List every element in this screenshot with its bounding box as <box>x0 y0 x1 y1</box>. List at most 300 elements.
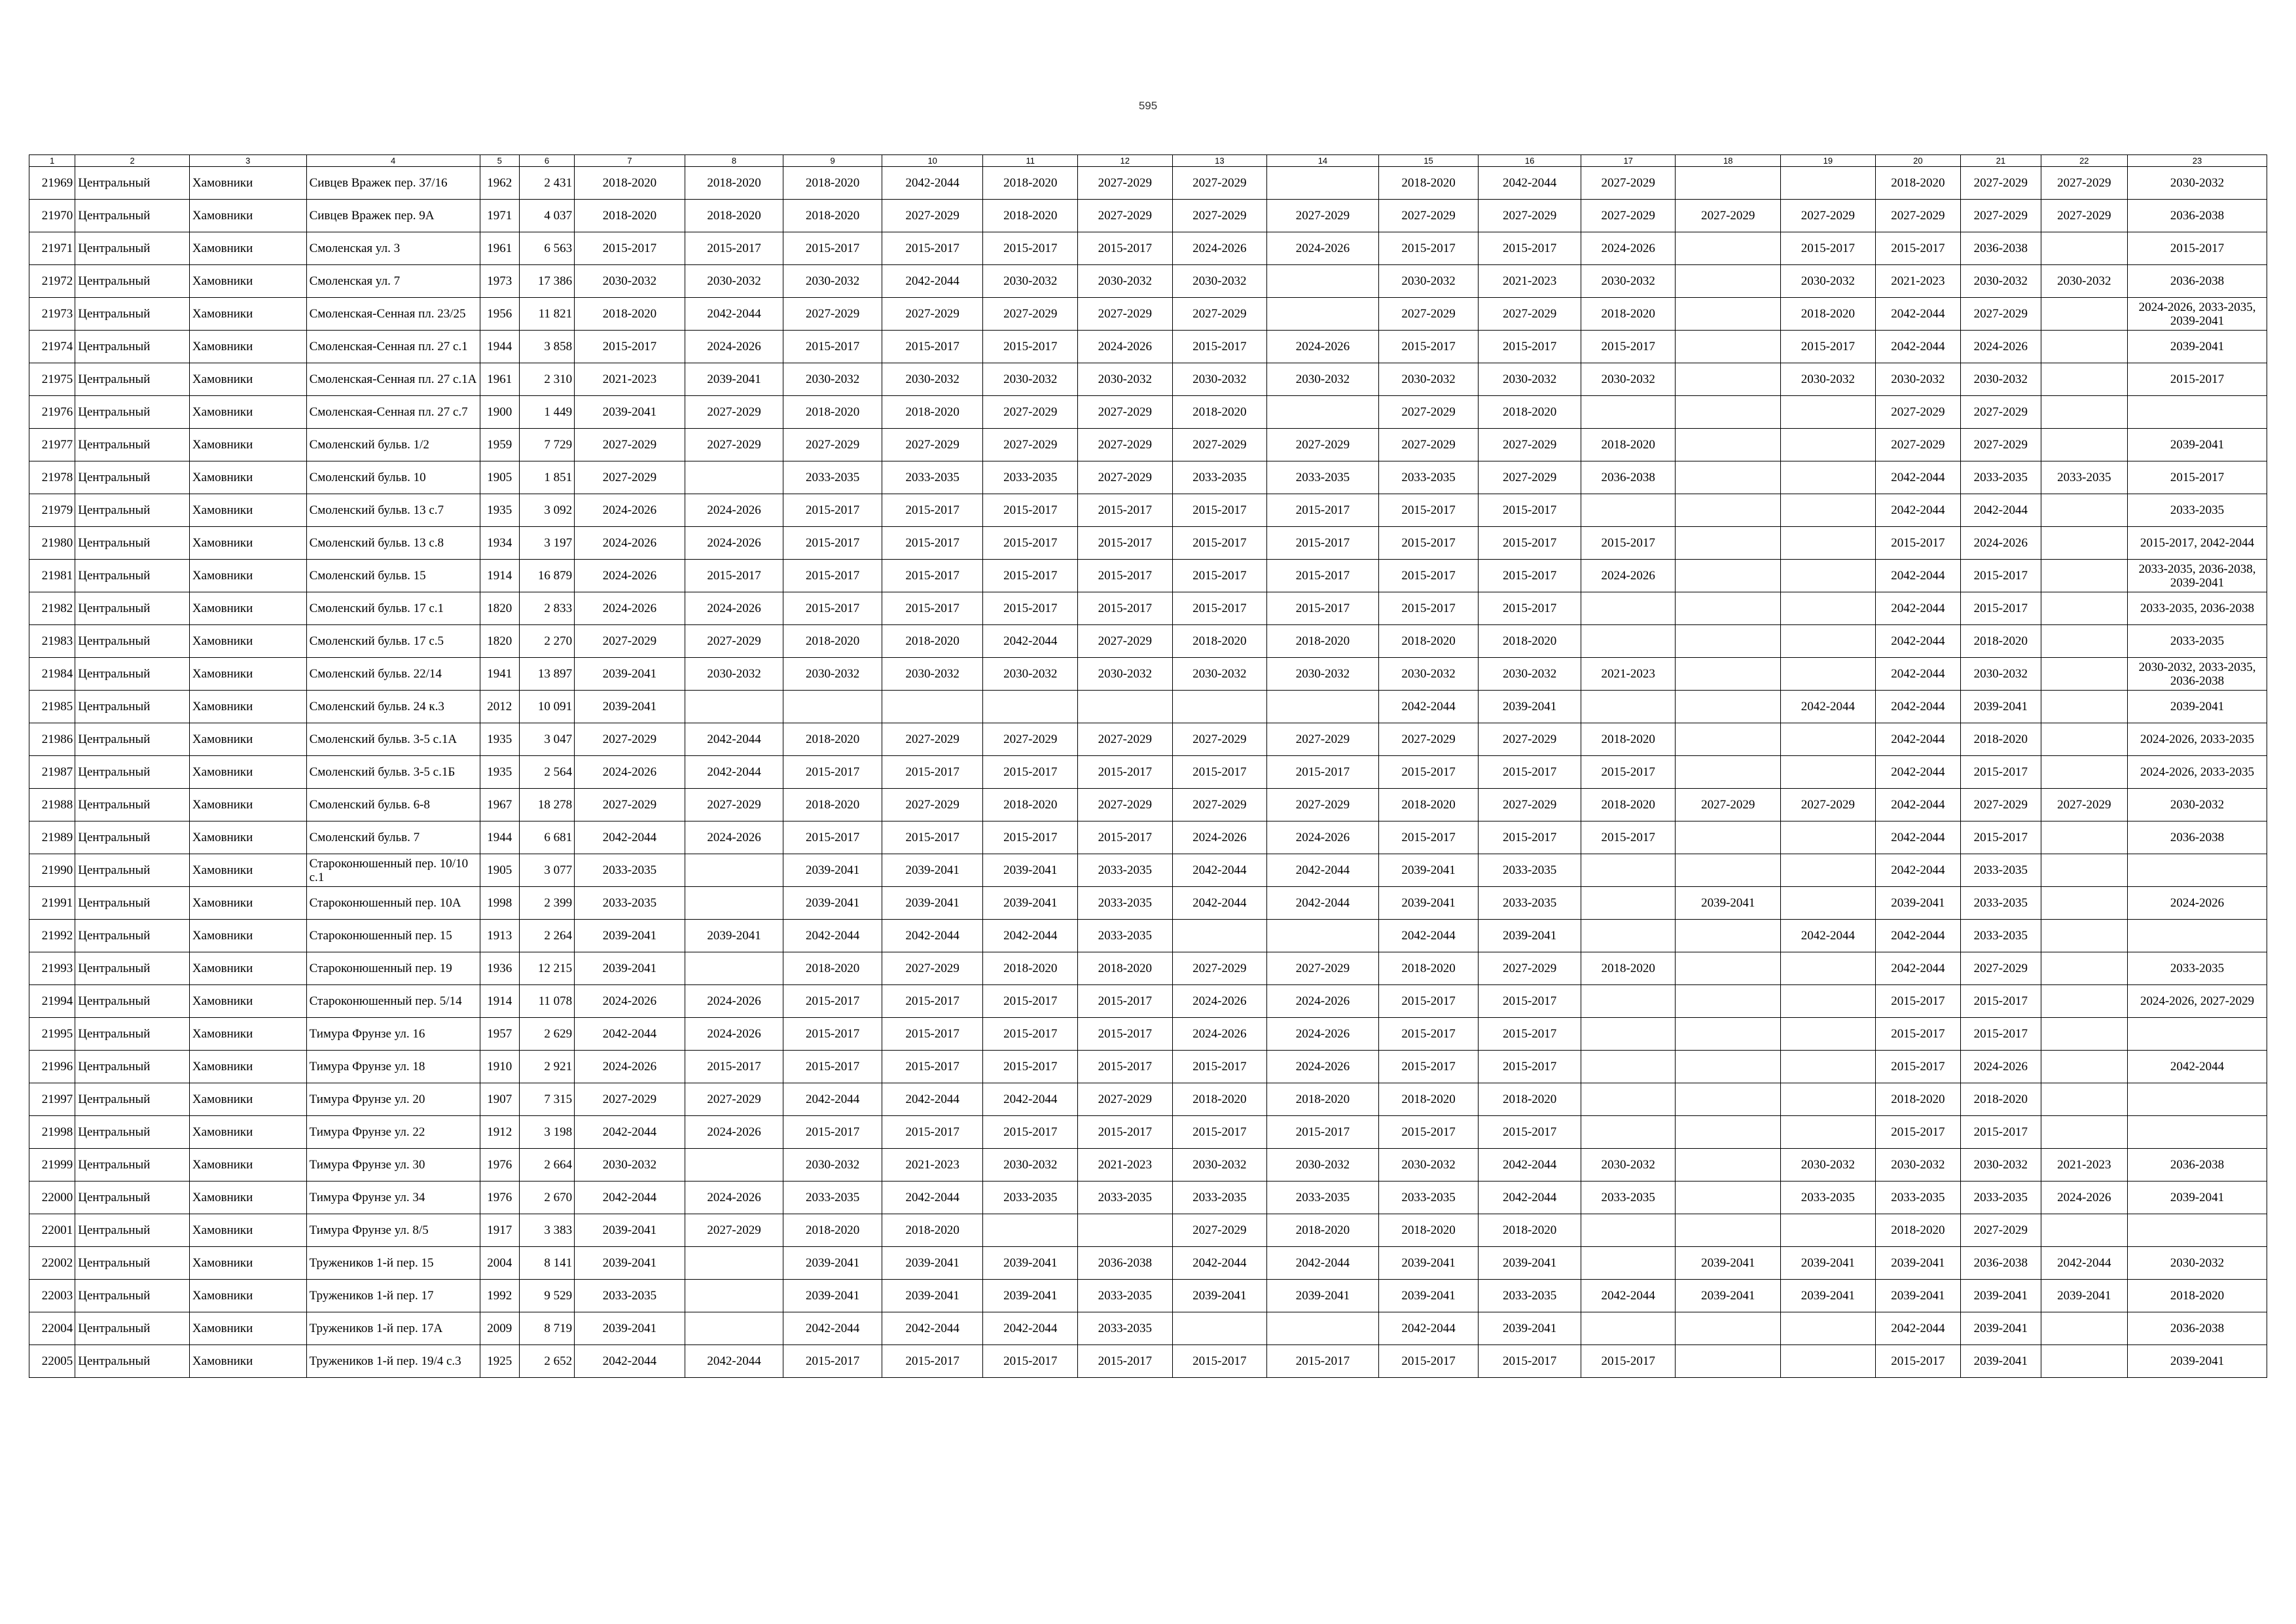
table-cell: 2033-2035 <box>2041 461 2128 494</box>
table-cell: 2027-2029 <box>1172 723 1267 756</box>
table-cell: 2042-2044 <box>1875 920 1960 952</box>
column-number-header: 23 <box>2128 155 2267 167</box>
table-cell: 2033-2035 <box>1781 1182 1876 1214</box>
table-cell: Староконюшенный пер. 15 <box>306 920 480 952</box>
table-cell <box>2128 920 2267 952</box>
table-cell: 2027-2029 <box>1479 200 1581 232</box>
table-cell: Центральный <box>75 658 190 691</box>
table-cell <box>685 691 783 723</box>
table-cell: 2015-2017 <box>783 985 882 1018</box>
table-cell: 2015-2017 <box>1078 560 1173 592</box>
table-cell: 2018-2020 <box>1267 1083 1379 1116</box>
table-row <box>29 1149 2267 1182</box>
table-cell: 2015-2017 <box>575 232 685 265</box>
table-cell: 2015-2017 <box>783 1116 882 1149</box>
table-cell: 2033-2035 <box>1961 854 2041 887</box>
table-cell <box>2041 592 2128 625</box>
table-cell: 2033-2035 <box>1172 461 1267 494</box>
table-cell <box>1676 1182 1781 1214</box>
table-cell: 2030-2032 <box>983 1149 1078 1182</box>
table-cell: Центральный <box>75 756 190 789</box>
table-cell: Смоленская-Сенная пл. 27 с.7 <box>306 396 480 429</box>
table-cell: 2030-2032 <box>1378 1149 1479 1182</box>
table-cell: Центральный <box>75 821 190 854</box>
table-cell <box>685 952 783 985</box>
table-cell: 2018-2020 <box>1267 1214 1379 1247</box>
table-cell: 2039-2041 <box>2128 691 2267 723</box>
table-cell: 2042-2044 <box>575 821 685 854</box>
table-cell: 2018-2020 <box>1875 1214 1960 1247</box>
table-cell: 2039-2041 <box>1378 854 1479 887</box>
table-cell <box>1676 1149 1781 1182</box>
table-cell: 2027-2029 <box>1581 200 1676 232</box>
table-cell <box>1676 952 1781 985</box>
table-cell: 2024-2026 <box>2128 887 2267 920</box>
table-cell: 2015-2017 <box>1479 1116 1581 1149</box>
table-cell <box>2128 1214 2267 1247</box>
table-cell <box>1676 396 1781 429</box>
table-cell: 2030-2032 <box>1781 1149 1876 1182</box>
table-cell: 2 399 <box>519 887 574 920</box>
table-cell: 2012 <box>480 691 519 723</box>
table-cell: 2039-2041 <box>575 396 685 429</box>
table-cell: 2030-2032 <box>1267 1149 1379 1182</box>
table-cell: 2042-2044 <box>1781 691 1876 723</box>
table-cell <box>1676 1312 1781 1345</box>
table-cell: 22005 <box>29 1345 75 1378</box>
table-cell: 2042-2044 <box>2041 1247 2128 1280</box>
table-cell: 2018-2020 <box>783 952 882 985</box>
table-cell: 2039-2041 <box>783 887 882 920</box>
table-cell: 2027-2029 <box>1267 952 1379 985</box>
table-cell: 21970 <box>29 200 75 232</box>
table-cell: 2021-2023 <box>882 1149 983 1182</box>
table-cell: 2015-2017 <box>1581 331 1676 363</box>
table-cell: Смоленский бульв. 17 с.5 <box>306 625 480 658</box>
table-cell: Центральный <box>75 363 190 396</box>
table-cell: Центральный <box>75 691 190 723</box>
table-cell: Смоленский бульв. 13 с.8 <box>306 527 480 560</box>
table-cell: 2027-2029 <box>1961 298 2041 331</box>
table-cell: 2015-2017 <box>1875 527 1960 560</box>
table-cell: 2024-2026 <box>575 527 685 560</box>
table-cell: 2033-2035 <box>783 461 882 494</box>
table-row <box>29 625 2267 658</box>
table-cell: 2036-2038 <box>2128 1149 2267 1182</box>
table-row <box>29 887 2267 920</box>
table-cell: 2015-2017 <box>1479 592 1581 625</box>
table-cell: 2024-2026 <box>685 592 783 625</box>
table-cell: 1956 <box>480 298 519 331</box>
table-cell: Хамовники <box>189 625 306 658</box>
table-cell: 1 851 <box>519 461 574 494</box>
table-cell: Центральный <box>75 429 190 461</box>
table-cell <box>2041 854 2128 887</box>
table-cell: 2027-2029 <box>2041 200 2128 232</box>
column-number-header: 18 <box>1676 155 1781 167</box>
table-cell <box>2041 1018 2128 1051</box>
column-number-header: 9 <box>783 155 882 167</box>
table-cell: Центральный <box>75 494 190 527</box>
table-cell <box>1781 854 1876 887</box>
table-cell: 2036-2038 <box>1078 1247 1173 1280</box>
table-cell: 3 077 <box>519 854 574 887</box>
table-cell: 2033-2035 <box>1078 1312 1173 1345</box>
table-cell: 2042-2044 <box>1875 691 1960 723</box>
table-cell <box>1676 1214 1781 1247</box>
table-cell: 2015-2017 <box>983 1018 1078 1051</box>
table-cell: 2042-2044 <box>983 920 1078 952</box>
table-cell: 2027-2029 <box>685 396 783 429</box>
table-cell: 3 047 <box>519 723 574 756</box>
table-cell: 2027-2029 <box>685 1214 783 1247</box>
table-cell: Хамовники <box>189 1083 306 1116</box>
table-cell: 2039-2041 <box>1875 1280 1960 1312</box>
table-row <box>29 789 2267 821</box>
table-cell: 2030-2032 <box>1875 1149 1960 1182</box>
table-cell: 2018-2020 <box>1172 1083 1267 1116</box>
table-cell: 2039-2041 <box>1961 1312 2041 1345</box>
table-cell: Центральный <box>75 592 190 625</box>
table-cell: 1935 <box>480 756 519 789</box>
table-row <box>29 1312 2267 1345</box>
column-number-header: 16 <box>1479 155 1581 167</box>
table-cell: 21980 <box>29 527 75 560</box>
table-cell: 2015-2017 <box>783 560 882 592</box>
table-cell: 2018-2020 <box>1172 396 1267 429</box>
table-cell <box>1581 691 1676 723</box>
table-cell <box>983 691 1078 723</box>
table-row <box>29 363 2267 396</box>
table-cell: 2015-2017 <box>983 560 1078 592</box>
table-cell: 2030-2032 <box>575 1149 685 1182</box>
table-row <box>29 265 2267 298</box>
table-cell: 1917 <box>480 1214 519 1247</box>
repair-schedule-table <box>29 154 2267 1378</box>
table-cell: 2024-2026 <box>685 331 783 363</box>
table-cell: 2036-2038 <box>1961 1247 2041 1280</box>
table-cell: Центральный <box>75 232 190 265</box>
table-cell: 3 197 <box>519 527 574 560</box>
table-cell: Центральный <box>75 1083 190 1116</box>
table-cell: 2027-2029 <box>1078 298 1173 331</box>
table-cell: 2018-2020 <box>783 167 882 200</box>
table-cell: 1934 <box>480 527 519 560</box>
table-cell <box>1781 461 1876 494</box>
table-cell: 2027-2029 <box>1378 396 1479 429</box>
table-cell: 2018-2020 <box>1581 298 1676 331</box>
table-cell: 2030-2032 <box>783 363 882 396</box>
table-cell <box>1581 592 1676 625</box>
table-cell: 2030-2032 <box>882 363 983 396</box>
table-row <box>29 1280 2267 1312</box>
table-row <box>29 658 2267 691</box>
table-cell: 2018-2020 <box>1378 167 1479 200</box>
table-cell: 1936 <box>480 952 519 985</box>
table-cell <box>2041 756 2128 789</box>
table-cell: 2015-2017 <box>1078 527 1173 560</box>
table-cell: 2027-2029 <box>1961 1214 2041 1247</box>
table-cell: 2021-2023 <box>1479 265 1581 298</box>
table-cell: 2042-2044 <box>1875 658 1960 691</box>
table-cell: 1967 <box>480 789 519 821</box>
table-cell: 2036-2038 <box>1581 461 1676 494</box>
table-cell: Смоленский бульв. 15 <box>306 560 480 592</box>
table-cell <box>1676 854 1781 887</box>
table-cell: 1820 <box>480 625 519 658</box>
table-cell <box>2128 854 2267 887</box>
table-cell <box>1781 952 1876 985</box>
table-cell <box>2041 985 2128 1018</box>
table-cell: 2015-2017 <box>882 1051 983 1083</box>
column-number-header: 19 <box>1781 155 1876 167</box>
table-cell: 2018-2020 <box>1581 429 1676 461</box>
table-cell: 2042-2044 <box>1875 625 1960 658</box>
table-cell: 2027-2029 <box>1479 298 1581 331</box>
table-cell: Хамовники <box>189 494 306 527</box>
table-cell: 2027-2029 <box>1078 461 1173 494</box>
table-cell: 2042-2044 <box>1781 920 1876 952</box>
table-cell: 2018-2020 <box>783 396 882 429</box>
table-cell: 2024-2026 <box>1172 985 1267 1018</box>
table-cell: 2015-2017 <box>1378 331 1479 363</box>
table-cell: 2027-2029 <box>575 625 685 658</box>
table-cell: Тимура Фрунзе ул. 16 <box>306 1018 480 1051</box>
table-cell <box>1267 1312 1379 1345</box>
table-cell: 2039-2041 <box>783 1280 882 1312</box>
table-cell: 2036-2038 <box>2128 1312 2267 1345</box>
table-cell: Хамовники <box>189 1214 306 1247</box>
table-cell <box>1781 625 1876 658</box>
table-cell <box>1676 265 1781 298</box>
table-cell: Центральный <box>75 298 190 331</box>
table-row <box>29 1182 2267 1214</box>
table-cell: 22000 <box>29 1182 75 1214</box>
table-cell: 2027-2029 <box>1378 429 1479 461</box>
table-cell: Хамовники <box>189 1116 306 1149</box>
table-cell: 2015-2017, 2042-2044 <box>2128 527 2267 560</box>
table-cell: Центральный <box>75 527 190 560</box>
table-cell: Хамовники <box>189 1247 306 1280</box>
table-cell: 2039-2041 <box>685 920 783 952</box>
table-cell: Хамовники <box>189 461 306 494</box>
table-cell: 2042-2044 <box>1875 789 1960 821</box>
table-cell: Смоленский бульв. 24 к.3 <box>306 691 480 723</box>
table-cell: 2030-2032 <box>1378 363 1479 396</box>
table-cell: 21990 <box>29 854 75 887</box>
table-cell: 2042-2044 <box>1378 691 1479 723</box>
table-cell: Смоленская ул. 7 <box>306 265 480 298</box>
table-cell <box>1581 625 1676 658</box>
table-row <box>29 461 2267 494</box>
table-cell: 2042-2044 <box>1875 756 1960 789</box>
table-cell: 2039-2041 <box>2128 429 2267 461</box>
table-cell: 2024-2026 <box>685 1116 783 1149</box>
table-cell <box>1676 298 1781 331</box>
table-cell: 22001 <box>29 1214 75 1247</box>
table-row <box>29 494 2267 527</box>
table-cell: 2024-2026 <box>685 527 783 560</box>
table-cell: 2015-2017 <box>1172 1116 1267 1149</box>
table-cell: 2015-2017 <box>783 331 882 363</box>
table-cell: 2042-2044 <box>983 625 1078 658</box>
table-cell: 2015-2017 <box>1961 821 2041 854</box>
table-cell: 2039-2041 <box>685 363 783 396</box>
table-cell: Хамовники <box>189 1149 306 1182</box>
column-number-header: 22 <box>2041 155 2128 167</box>
table-cell: 21982 <box>29 592 75 625</box>
table-cell: 2015-2017 <box>783 494 882 527</box>
table-cell: 2027-2029 <box>1479 461 1581 494</box>
table-cell: Смоленский бульв. 17 с.1 <box>306 592 480 625</box>
table-cell: 2018-2020 <box>1378 1083 1479 1116</box>
table-cell: 2039-2041 <box>2128 1345 2267 1378</box>
table-cell: 2030-2032 <box>983 265 1078 298</box>
table-cell: 2024-2026 <box>1961 527 2041 560</box>
table-cell: 2024-2026, 2033-2035, 2039-2041 <box>2128 298 2267 331</box>
table-cell: 2015-2017 <box>882 985 983 1018</box>
table-cell: 2030-2032 <box>2128 167 2267 200</box>
table-cell: 2030-2032 <box>1078 363 1173 396</box>
table-cell: 2033-2035 <box>1581 1182 1676 1214</box>
table-cell: 2021-2023 <box>575 363 685 396</box>
table-cell: Смоленская ул. 3 <box>306 232 480 265</box>
table-cell <box>685 1247 783 1280</box>
table-cell: 7 729 <box>519 429 574 461</box>
table-cell: 2015-2017 <box>1267 560 1379 592</box>
table-cell: 2015-2017 <box>1875 1018 1960 1051</box>
table-cell <box>685 1149 783 1182</box>
table-cell: 2015-2017 <box>1875 1051 1960 1083</box>
table-cell: 2024-2026 <box>575 1051 685 1083</box>
table-cell: 2039-2041 <box>882 887 983 920</box>
table-cell: 2015-2017 <box>1479 331 1581 363</box>
table-cell: 2015-2017 <box>1581 821 1676 854</box>
table-cell: 2015-2017 <box>1479 1345 1581 1378</box>
table-cell: 2 629 <box>519 1018 574 1051</box>
table-cell <box>882 691 983 723</box>
table-cell: 2 921 <box>519 1051 574 1083</box>
table-cell: 2015-2017 <box>882 560 983 592</box>
table-cell <box>2041 691 2128 723</box>
table-cell: 2042-2044 <box>882 1083 983 1116</box>
table-cell: Смоленская-Сенная пл. 23/25 <box>306 298 480 331</box>
table-cell: 3 198 <box>519 1116 574 1149</box>
table-cell: 2015-2017 <box>1378 985 1479 1018</box>
table-cell: 2015-2017 <box>783 232 882 265</box>
table-cell: 2024-2026 <box>1267 821 1379 854</box>
table-cell: 2024-2026 <box>1267 1051 1379 1083</box>
table-cell: 2027-2029 <box>575 723 685 756</box>
table-row <box>29 331 2267 363</box>
table-cell: 1971 <box>480 200 519 232</box>
table-cell: 2015-2017 <box>1378 1051 1479 1083</box>
table-cell: 2042-2044 <box>1875 331 1960 363</box>
table-cell <box>2041 952 2128 985</box>
table-cell: 2039-2041 <box>882 1247 983 1280</box>
table-cell: Тимура Фрунзе ул. 34 <box>306 1182 480 1214</box>
table-cell: 2042-2044 <box>882 920 983 952</box>
table-cell: 2027-2029 <box>1961 167 2041 200</box>
table-cell: 17 386 <box>519 265 574 298</box>
table-cell: Хамовники <box>189 429 306 461</box>
table-cell: 2015-2017 <box>1961 592 2041 625</box>
table-cell: 21975 <box>29 363 75 396</box>
table-cell: 2030-2032 <box>2128 1247 2267 1280</box>
column-number-row <box>29 155 2267 167</box>
table-cell <box>1267 920 1379 952</box>
table-cell: 2027-2029 <box>575 461 685 494</box>
table-cell: Центральный <box>75 167 190 200</box>
table-cell: 12 215 <box>519 952 574 985</box>
table-cell <box>1676 723 1781 756</box>
table-cell <box>1267 298 1379 331</box>
table-cell: 2015-2017 <box>1875 985 1960 1018</box>
table-row <box>29 592 2267 625</box>
table-cell: Староконюшенный пер. 19 <box>306 952 480 985</box>
table-row <box>29 1083 2267 1116</box>
table-cell <box>2041 625 2128 658</box>
table-cell <box>1581 1247 1676 1280</box>
table-cell: 2033-2035 <box>1875 1182 1960 1214</box>
table-cell <box>1781 1116 1876 1149</box>
table-cell <box>1781 1083 1876 1116</box>
table-cell: 21979 <box>29 494 75 527</box>
table-cell <box>2041 527 2128 560</box>
table-cell: 2021-2023 <box>2041 1149 2128 1182</box>
table-cell: 2027-2029 <box>983 723 1078 756</box>
table-cell <box>1781 429 1876 461</box>
table-cell: 2030-2032 <box>882 658 983 691</box>
table-cell: 2024-2026 <box>685 821 783 854</box>
table-cell: 21991 <box>29 887 75 920</box>
table-cell: 2018-2020 <box>783 625 882 658</box>
table-cell: 2039-2041 <box>1781 1280 1876 1312</box>
table-cell: 2039-2041 <box>983 887 1078 920</box>
table-cell: 2024-2026 <box>575 494 685 527</box>
table-cell: 2024-2026 <box>1172 1018 1267 1051</box>
table-cell: 2015-2017 <box>983 494 1078 527</box>
table-cell: 2024-2026 <box>1581 232 1676 265</box>
table-cell: 1944 <box>480 331 519 363</box>
column-number-header: 13 <box>1172 155 1267 167</box>
table-cell: 2033-2035 <box>882 461 983 494</box>
table-cell: Хамовники <box>189 723 306 756</box>
table-body <box>29 167 2267 1378</box>
table-cell: 2033-2035, 2036-2038 <box>2128 592 2267 625</box>
table-cell: 2015-2017 <box>1378 1018 1479 1051</box>
table-cell <box>1676 167 1781 200</box>
table-cell: 2027-2029 <box>1479 429 1581 461</box>
table-cell: 2015-2017 <box>983 232 1078 265</box>
table-cell: 4 037 <box>519 200 574 232</box>
table-cell: 2027-2029 <box>1267 723 1379 756</box>
table-cell: 2015-2017 <box>1172 756 1267 789</box>
table-row <box>29 527 2267 560</box>
table-cell: 2015-2017 <box>882 592 983 625</box>
table-cell: 2030-2032 <box>1961 363 2041 396</box>
table-cell: Хамовники <box>189 821 306 854</box>
table-cell: 2024-2026 <box>685 1182 783 1214</box>
table-cell: 2042-2044 <box>575 1018 685 1051</box>
table-cell: 2033-2035, 2036-2038, 2039-2041 <box>2128 560 2267 592</box>
table-cell <box>2041 887 2128 920</box>
table-cell: 2039-2041 <box>1479 1247 1581 1280</box>
table-cell: 21997 <box>29 1083 75 1116</box>
table-cell: 2030-2032 <box>1961 658 2041 691</box>
table-cell <box>2041 1116 2128 1149</box>
table-cell <box>1781 887 1876 920</box>
